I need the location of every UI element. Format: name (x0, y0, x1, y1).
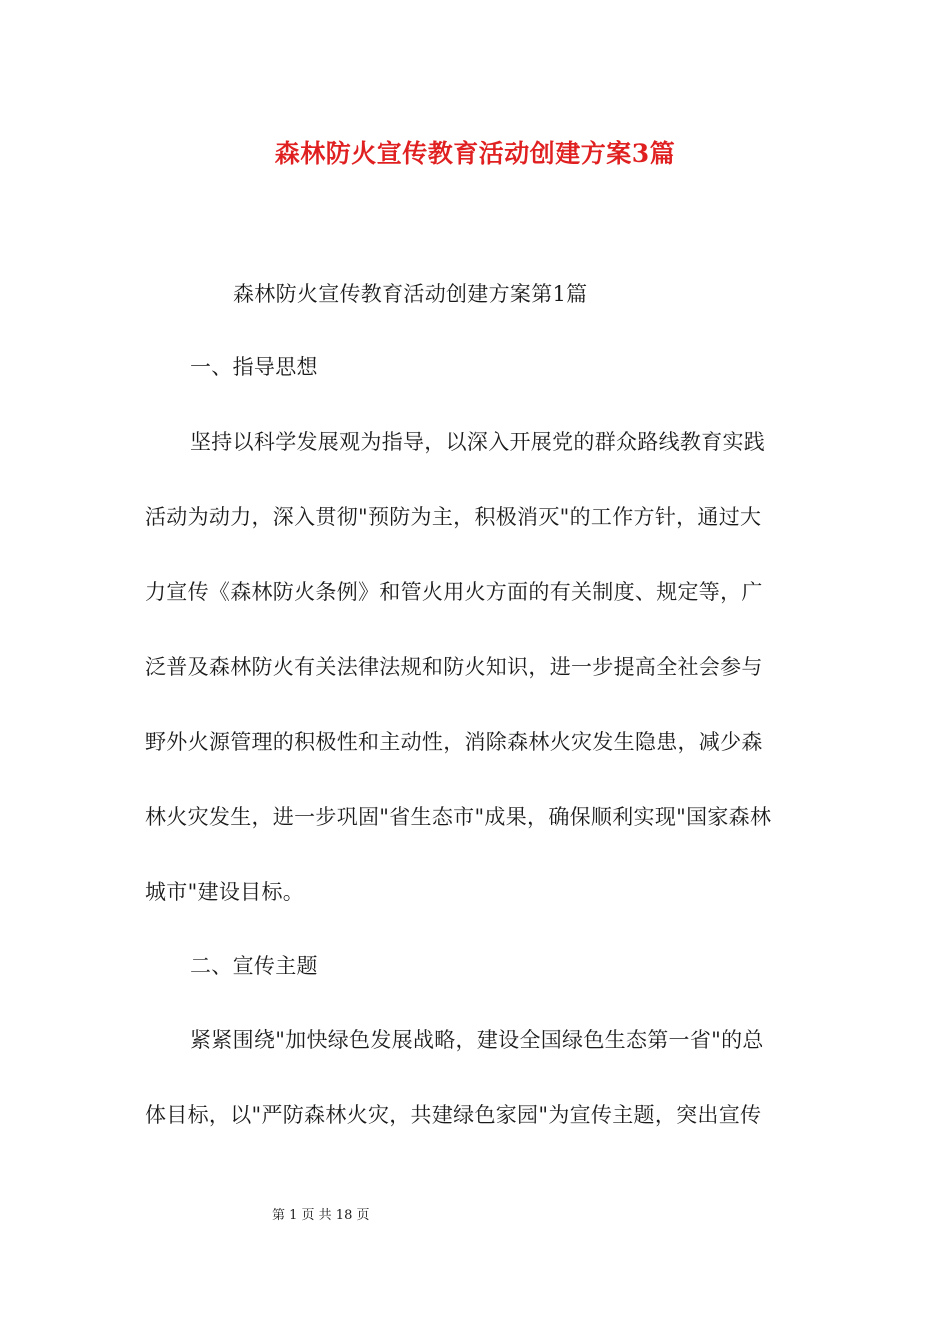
paragraph-line: 坚持以科学发展观为指导，以深入开展党的群众路线教育实践 (190, 430, 766, 454)
paragraph-line: 野外火源管理的积极性和主动性，消除森林火灾发生隐患，减少森 (145, 730, 763, 754)
paragraph-line: 体目标，以"严防森林火灾，共建绿色家园"为宣传主题，突出宣传 (145, 1103, 762, 1127)
paragraph-line: 泛普及森林防火有关法律法规和防火知识，进一步提高全社会参与 (145, 655, 763, 679)
paragraph-line: 林火灾发生，进一步巩固"省生态市"成果，确保顺利实现"国家森林 (145, 805, 772, 829)
paragraph-line: 紧紧围绕"加快绿色发展战略，建设全国绿色生态第一省"的总 (190, 1028, 764, 1052)
paragraph-line: 活动为动力，深入贯彻"预防为主，积极消灭"的工作方针，通过大 (145, 505, 762, 529)
section-heading-publicity-theme: 二、宣传主题 (190, 954, 318, 978)
subtitle: 森林防火宣传教育活动创建方案第1篇 (233, 282, 588, 306)
paragraph-line: 城市"建设目标。 (145, 880, 305, 904)
paragraph-line: 力宣传《森林防火条例》和管火用火方面的有关制度、规定等，广 (145, 580, 763, 604)
page-number-footer: 第 1 页 共 18 页 (272, 1208, 370, 1223)
document-title: 森林防火宣传教育活动创建方案3篇 (274, 139, 676, 168)
section-heading-guiding-ideology: 一、指导思想 (190, 355, 318, 379)
